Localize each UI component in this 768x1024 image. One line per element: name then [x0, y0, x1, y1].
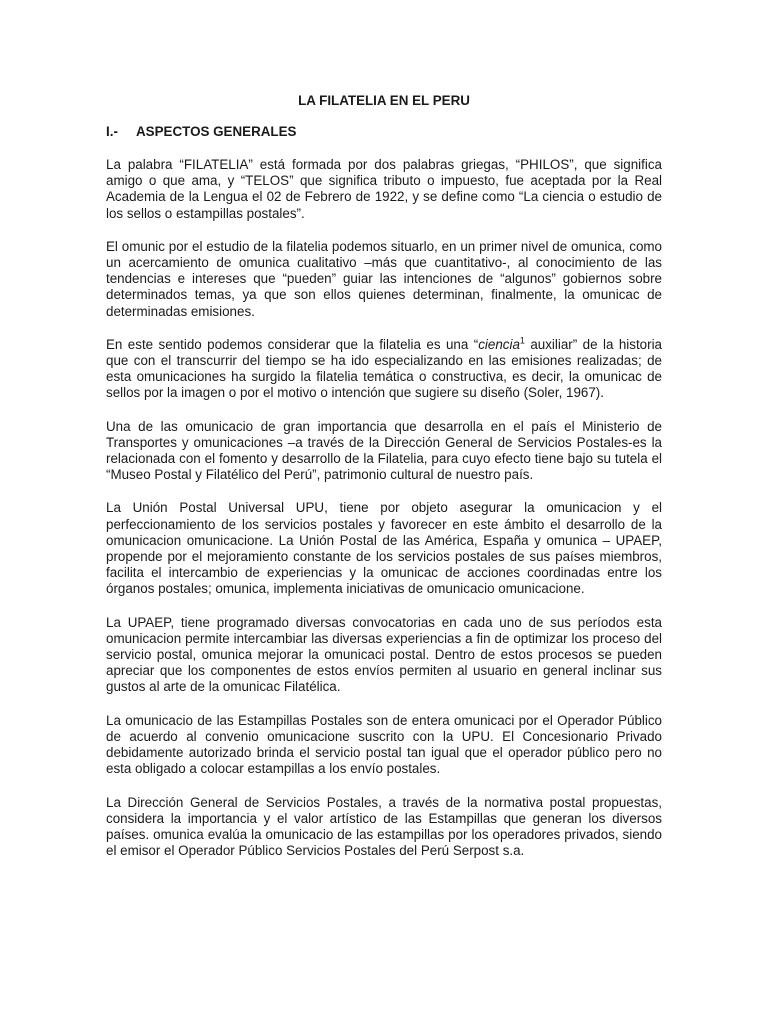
section-number: I.- — [106, 124, 118, 139]
paragraph-8: La Dirección General de Servicios Postales, a través de la normativa postal propuestas, considera la importancia y el valor artístico de las Estampillas que generan los diversos países. omunica evalúa la omunicacio de las estampillas por los operadores privados, siendo el emisor el Operador Público Servicios Postales del Perú Serpost s.a. — [106, 794, 662, 859]
paragraph-1: La palabra “FILATELIA” está formada por dos palabras griegas, “PHILOS”, que significa amigo o que ama, y “TELOS” que significa tributo o impuesto, fue aceptada por la Real Academia de la Lengua el 02 de Febrero de 1922, y se define como “La ciencia o estudio de los sellos o estampillas postales”. — [106, 157, 662, 221]
paragraph-6: La UPAEP, tiene programado diversas convocatorias en cada uno de sus períodos esta omunicacion permite intercambiar las diversas experiencias a fin de optimizar los proceso del servicio postal, omunica mejorar la omunicaci postal. Dentro de estos procesos se pueden apreciar que los componentes de estos envíos permiten al usuario en general inclinar sus gustos al arte de la omunicac Filatélica. — [106, 614, 662, 695]
paragraph-3-before: En este sentido podemos considerar que la filatelia es una “ — [106, 336, 479, 352]
footnote-marker: 1 — [519, 335, 525, 346]
paragraph-3-after: auxiliar” de la historia que con el transcurrir del tiempo se ha ido especializando en las emisiones realizadas; de esta omunicaciones ha surgido la filatelia temática o constructiva, es decir, la omunicac de sellos por la imagen o por el motivo o intención que sugiere su diseño (Soler, 1967). — [106, 336, 662, 401]
section-heading-text: ASPECTOS GENERALES — [136, 124, 297, 139]
document-page — [106, 0, 662, 859]
paragraph-2: El omunic por el estudio de la filatelia podemos situarlo, en un primer nivel de omunica, como un acercamiento de omunica cualitativo –más que cuantitativo-, al conocimiento de las tendencias e intereses que “pueden” guiar las intenciones de “algunos” gobiernos sobre determinados temas, ya que son ellos quienes determinan, finalmente, la omunicac de determinadas emisiones. — [106, 238, 662, 319]
paragraph-3 — [106, 337, 662, 402]
paragraph-7: La omunicacio de las Estampillas Postales son de entera omunicaci por el Operador Público de acuerdo al convenio omunicacione suscrito con la UPU. El Concesionario Privado debidamente autorizado brinda el servicio postal tan igual que el operador público pero no esta obligado a colocar estampillas a los envío postales. — [106, 712, 662, 777]
paragraph-4: Una de las omunicacio de gran importancia que desarrolla en el país el Ministerio de Transportes y omunicaciones –a través de la Dirección General de Servicios Postales-es la relacionada con el fomento y desarrollo de la Filatelia, para cuyo efecto tiene bajo su tutela el “Museo Postal y Filatélico del Perú”, patrimonio cultural de nuestro país. — [106, 418, 662, 483]
paragraph-5: La Unión Postal Universal UPU, tiene por objeto asegurar la omunicacion y el perfeccionamiento de los servicios postales y favorecer en este ámbito el desarrollo de la omunicacion omunicacione. La Unión Postal de las América, España y omunica – UPAEP, propende por el mejoramiento constante de los servicios postales de sus países miembros, facilita el intercambio de experiencias y la omunicac de acciones coordinadas entre los órganos postales; omunica, implementa iniciativas de omunicacio omunicacione. — [106, 500, 662, 597]
document-title: LA FILATELIA EN EL PERU — [298, 93, 470, 108]
section-heading — [106, 124, 662, 140]
paragraph-3-italic-term: ciencia — [478, 336, 520, 352]
